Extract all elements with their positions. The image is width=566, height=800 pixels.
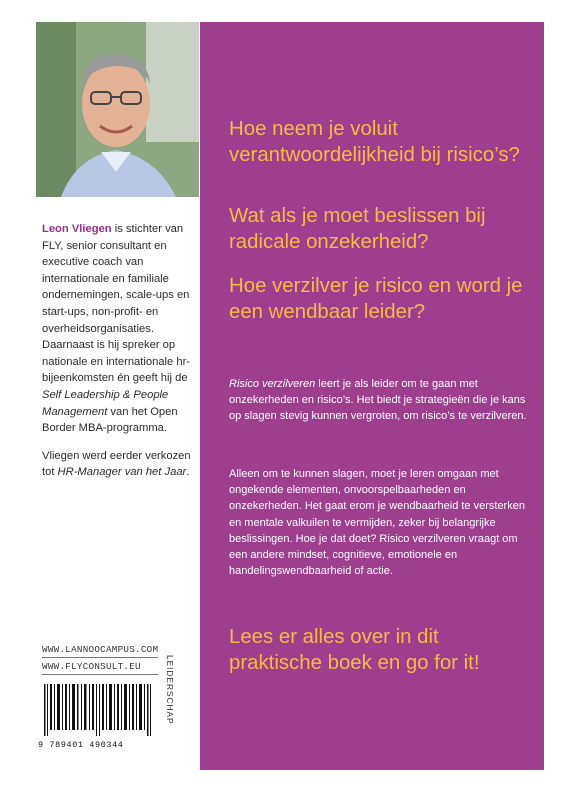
intro-paragraph — [229, 376, 529, 425]
isbn-digits: 9 789401 490344 — [38, 740, 124, 750]
author-url[interactable]: WWW.FLYCONSULT.EU — [42, 661, 141, 672]
right-panel — [200, 22, 544, 770]
question-2: Wat als je moet beslissen bij radicale onzekerheid? — [229, 205, 486, 253]
question-1: Hoe neem je voluit verantwoordelijkheid bij risico’s? — [229, 118, 520, 166]
bio-course: Self Leadership & People Management — [42, 388, 169, 418]
author-name: Leon Vliegen — [42, 223, 112, 235]
bio-text-1: is stichter van FLY, senior consultant en executive coach van internationale en familiale ondernemingen, scale-ups en start-ups, non-profit- en overheidsorganisaties. Daarnaast is hij spreker op nationale en internationale hr-bijeenkomsten én geeft hij de — [42, 223, 191, 385]
publisher-url[interactable]: WWW.LANNOOCAMPUS.COM — [42, 644, 159, 655]
call-to-action: Lees er alles over in dit praktische boek en go for it! — [229, 626, 480, 674]
book-title-inline: Risico verzilveren — [229, 378, 316, 390]
author-portrait-image — [36, 22, 199, 197]
left-column — [0, 0, 200, 800]
category-label: LEIDERSCHAP — [165, 655, 175, 725]
author-photo — [36, 22, 199, 197]
divider — [42, 674, 158, 675]
bio2-suffix: . — [186, 466, 190, 479]
question-3: Hoe verzilver je risico en word je een wendbaar leider? — [229, 275, 523, 323]
barcode — [42, 684, 154, 736]
bio-paragraph-1 — [42, 221, 192, 437]
intro-text: leert je als leider om te gaan met onzekerheden en risico’s. Het biedt je strategieën die je kans op slagen stevig kunnen vergroten, om risico’s te verzilveren. — [229, 378, 527, 423]
author-bio — [42, 221, 192, 492]
bio2-award: HR-Manager van het Jaar — [57, 466, 187, 479]
bio2-prefix: Vliegen werd eerder verkozen tot — [42, 449, 191, 479]
bio-paragraph-2 — [42, 448, 192, 481]
divider — [42, 657, 158, 658]
bio-text-2: van het Open Border MBA-programma. — [42, 405, 178, 435]
body-paragraph: Alleen om te kunnen slagen, moet je leren omgaan met ongekende elementen, onvoorspelbaarheden en onzekerheden. Het gaat erom je wendbaarheid te versterken en mentale valkuilen te vermijden, zeker bij belangrijke beslissingen. Hoe je dat doet? Risico verzilveren vraagt om een andere mindset, cognitieve, emotionele en handelingswendbaarheid of actie. — [229, 468, 525, 578]
